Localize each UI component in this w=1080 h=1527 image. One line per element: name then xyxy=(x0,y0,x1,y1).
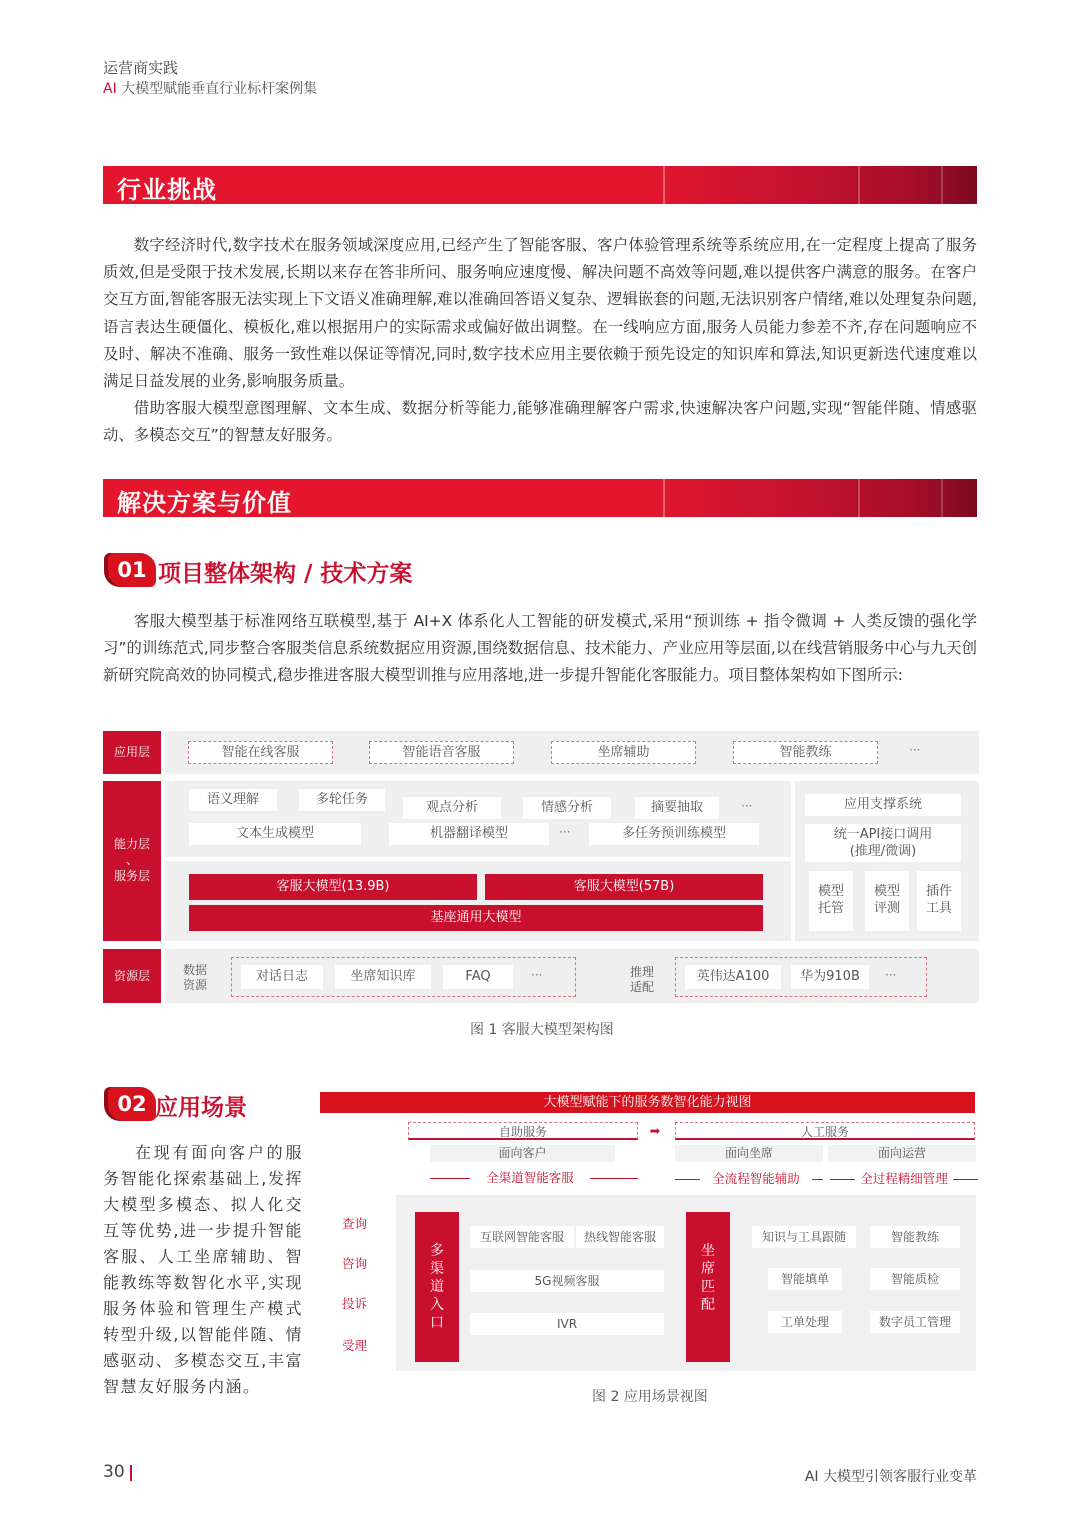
capability-item: 语义理解 xyxy=(189,789,277,811)
agent-item: 智能教练 xyxy=(870,1226,960,1248)
app-layer-label: 应用层 xyxy=(103,731,161,774)
face-agent-label: 面向坐席 xyxy=(675,1145,823,1162)
capability-layer-label xyxy=(103,781,161,941)
capability-item: 观点分析 xyxy=(403,797,501,819)
footer-title: AI 大模型引领客服行业变革 xyxy=(804,1469,977,1485)
scenario-diagram xyxy=(320,1092,980,1382)
support-title: 应用支撑系统 xyxy=(805,794,961,816)
page-number: 30 xyxy=(103,1462,125,1482)
capability-more: ··· xyxy=(741,799,753,813)
header-subtitle-rest: 大模型赋能垂直行业标杆案例集 xyxy=(116,81,318,97)
scenario-diagram-title: 大模型赋能下的服务数智化能力视图 xyxy=(320,1092,975,1113)
challenge-paragraph-1: 数字经济时代,数字技术在服务领域深度应用,已经产生了智能客服、客户体验管理系统等系统应用,在一定程度上提高了服务质效,但是受限于技术发展,长期以来存在答非所问、服务响应速度慢、解决问题不高效等问题,难以提供客户满意的服务。在客户交互方面,智能客服无法实现上下文语义准确理解,难以准确回答语义复杂、逻辑嵌套的问题,无法识别客户情绪,难以处理复杂问题,语言表达生硬僵化、模板化,难以根据用户的实际需求或偏好做出调整。在一线响应方面,服务人员能力参差不齐,存在问题响应不及时、解决不准确、服务一致性难以保证等情况,同时,数字技术应用主要依赖于预先设定的知识库和算法,知识更新迭代速度难以满足日益发展的业务,影响服务质量。 xyxy=(103,236,977,391)
subheading-scenarios: 应用场景 xyxy=(155,1095,247,1121)
app-item: 智能语音客服 xyxy=(369,741,514,764)
inference-more: ··· xyxy=(885,968,897,982)
data-resource-item: FAQ xyxy=(443,965,513,989)
header-category: 运营商实践 xyxy=(103,59,179,77)
multi-channel-entry: 多 渠 道 入 口 xyxy=(415,1212,459,1362)
data-resource-item: 对话日志 xyxy=(241,965,323,989)
agent-match: 坐 席 匹 配 xyxy=(686,1212,730,1362)
human-service-label: 人工服务 xyxy=(675,1122,975,1140)
resource-layer-label: 资源层 xyxy=(103,949,161,1003)
scenarios-text xyxy=(103,1140,303,1400)
section-bar-solution xyxy=(103,479,977,517)
channel-item: 5G视频客服 xyxy=(470,1270,664,1292)
app-item: 坐席辅助 xyxy=(551,741,696,764)
full-mgmt-label: 全过程精细管理 xyxy=(855,1171,953,1187)
section-title-challenge: 行业挑战 xyxy=(117,176,217,204)
architecture-diagram xyxy=(103,731,979,1003)
scenarios-paragraph: 在现有面向客户的服务智能化探索基础上,发挥大模型多模态、拟人化交互等优势,进一步提升智能客服、人工坐席辅助、智能教练等数智化水平,实现服务体验和管理生产模式转型升级,以智能伴随、情感驱动、多模态交互,丰富智慧友好服务内涵。 xyxy=(103,1143,303,1396)
agent-item: 工单处理 xyxy=(768,1311,842,1333)
header-ai-label: AI xyxy=(103,81,117,97)
capability-item: 多任务预训练模型 xyxy=(589,823,759,845)
architecture-paragraph: 客服大模型基于标准网络互联模型,基于 AI+X 体系化人工智能的研发模式,采用“预训练 + 指令微调 + 人类反馈的强化学习”的训练范式,同步整合客服类信息系统数据应用资源,围绕数据信息、技术能力、产业应用等层面,以在线营销服务中心与九天创新研究院高效的协同模式,稳步推进客服大模型训推与应用落地,进一步提升智能化客服能力。项目整体架构如下图所示: xyxy=(103,612,977,685)
subheading-number-01: 01 xyxy=(108,553,156,587)
agent-item: 知识与工具跟随 xyxy=(752,1226,856,1248)
base-model-box: 基座通用大模型 xyxy=(189,905,763,931)
arrow-right-icon: ➡ xyxy=(649,1123,661,1138)
section-title-solution: 解决方案与价值 xyxy=(117,489,292,517)
data-resource-more: ··· xyxy=(531,968,543,982)
input-item: 咨询 xyxy=(342,1256,368,1271)
face-customer-label: 面向客户 xyxy=(430,1145,615,1162)
challenge-paragraph-2: 借助客服大模型意图理解、文本生成、数据分析等能力,能够准确理解客户需求,快速解决客户问题,实现“智能伴随、情感驱动、多模态交互”的智慧友好服务。 xyxy=(103,399,977,445)
capability-label-top: 能力层 xyxy=(113,837,150,851)
capability-label-bottom: 服务层 xyxy=(113,869,150,883)
subheading-number-02: 02 xyxy=(108,1087,156,1121)
api-box xyxy=(805,824,961,862)
subheading-architecture: 项目整体架构 / 技术方案 xyxy=(158,561,413,587)
capability-item: 文本生成模型 xyxy=(189,823,361,845)
input-item: 投诉 xyxy=(342,1296,368,1311)
face-ops-label: 面向运营 xyxy=(828,1145,976,1162)
tool-box: 插件 工具 xyxy=(917,871,961,931)
inference-label: 推理 适配 xyxy=(629,965,654,994)
app-item: 智能教练 xyxy=(733,741,878,764)
tool-box: 模型 托管 xyxy=(809,871,853,931)
capability-item: 机器翻译模型 xyxy=(389,823,549,845)
agent-item: 智能质检 xyxy=(870,1268,960,1290)
channel-item: 热线智能客服 xyxy=(576,1226,664,1248)
section-bar-challenge xyxy=(103,166,977,204)
header-subtitle xyxy=(103,78,317,98)
channel-item: IVR xyxy=(470,1313,664,1335)
figure2-caption: 图 2 应用场景视图 xyxy=(592,1389,708,1405)
api-line-1: 统一API接口调用 xyxy=(833,827,933,842)
inference-item: 英伟达A100 xyxy=(685,965,781,989)
footer-divider xyxy=(130,1465,132,1481)
capability-item: 多轮任务 xyxy=(299,789,385,811)
data-resource-item: 坐席知识库 xyxy=(335,965,431,989)
data-resource-label: 数据 资源 xyxy=(182,963,207,992)
capability-item: 情感分析 xyxy=(523,797,611,819)
app-item: 智能在线客服 xyxy=(188,741,333,764)
channel-item: 互联网智能客服 xyxy=(470,1226,574,1248)
api-line-2: (推理/微调) xyxy=(849,844,917,859)
input-item: 查询 xyxy=(342,1216,368,1231)
agent-item: 数字员工管理 xyxy=(870,1311,960,1333)
full-process-label: 全流程智能辅助 xyxy=(700,1171,812,1187)
figure1-caption: 图 1 客服大模型架构图 xyxy=(470,1022,614,1038)
challenge-text xyxy=(103,232,977,450)
self-service-label: 自助服务 xyxy=(408,1122,638,1140)
app-more: ··· xyxy=(909,743,921,757)
tool-box: 模型 评测 xyxy=(865,871,909,931)
architecture-text xyxy=(103,608,977,690)
capability-item: 摘要抽取 xyxy=(635,797,719,819)
model-box: 客服大模型(13.9B) xyxy=(189,874,477,900)
capability-label-mid: 、 xyxy=(125,853,138,867)
inference-item: 华为910B xyxy=(791,965,869,989)
model-box: 客服大模型(57B) xyxy=(485,874,763,900)
agent-item: 智能填单 xyxy=(768,1268,842,1290)
omni-channel-label: 全渠道智能客服 xyxy=(470,1170,590,1186)
capability-more: ··· xyxy=(559,825,571,839)
input-item: 受理 xyxy=(342,1338,368,1353)
